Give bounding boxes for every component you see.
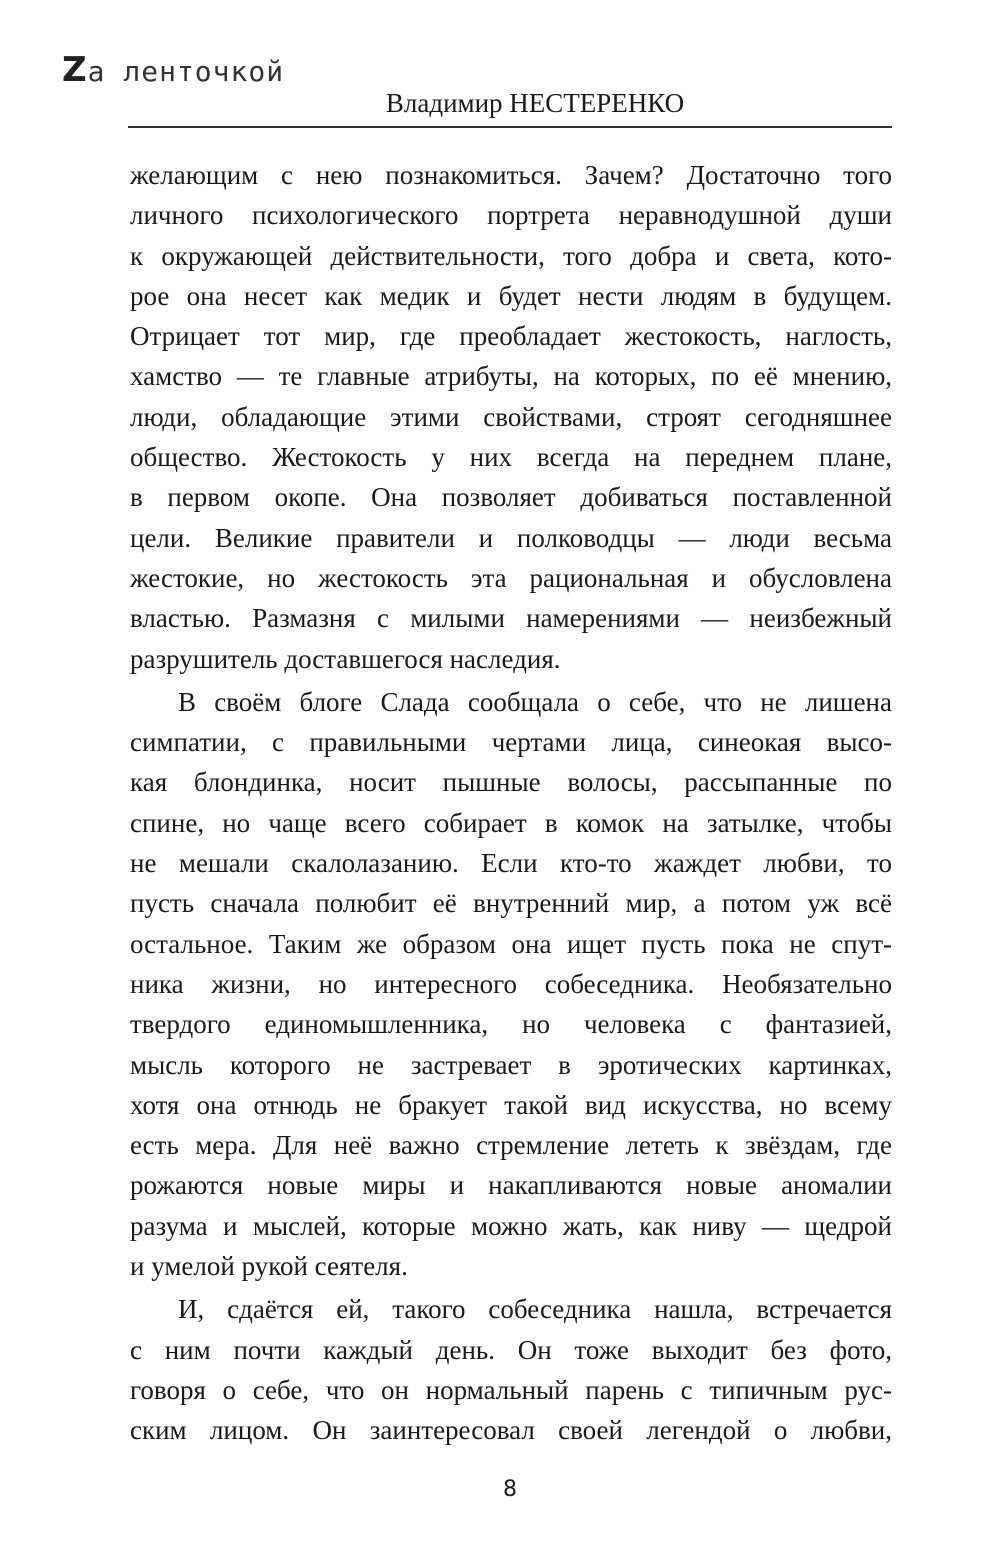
text-line: есть мера. Для неё важно стремление лететь к звёздам, где	[130, 1130, 892, 1161]
text-line: личного психологического портрета неравнодушной души	[130, 200, 892, 231]
text-line: Отрицает тот мир, где преобладает жестокость, наглость,	[130, 321, 892, 352]
text-line: цели. Великие правители и полководцы — люди весьма	[130, 522, 892, 553]
text-line: люди, обладающие этими свойствами, строят сегодняшнее	[130, 401, 892, 432]
text-line: ника жизни, но интересного собеседника. Необязательно	[130, 968, 892, 999]
paragraph	[130, 682, 892, 1286]
text-line: не мешали скалолазанию. Если кто-то жаждет любви, то	[130, 848, 892, 879]
series-title-initial: Z	[62, 50, 88, 90]
text-line: с ним почти каждый день. Он тоже выходит без фото,	[130, 1334, 892, 1365]
text-line: ским лицом. Он заинтересовал своей легендой о любви,	[130, 1415, 892, 1446]
body-text	[130, 155, 892, 1451]
text-line: кая блондинка, носит пышные волосы, рассыпанные по	[130, 767, 892, 798]
text-line: мысль которого не застревает в эротических картинках,	[130, 1049, 892, 1080]
text-line: пусть сначала полюбит её внутренний мир, а потом уж всё	[130, 888, 892, 919]
text-line: разрушитель доставшегося наследия.	[130, 643, 561, 674]
text-line: И, сдаётся ей, такого собеседника нашла, встречается	[178, 1294, 892, 1325]
text-line: хотя она отнюдь не бракует такой вид искусства, но всему	[130, 1089, 892, 1120]
text-line: остальное. Таким же образом она ищет пусть пока не спут-	[130, 928, 892, 959]
text-line: жестокие, но жестокость эта рациональная и обусловлена	[130, 562, 892, 593]
author-name: Владимир НЕСТЕРЕНКО	[385, 88, 685, 118]
header-divider	[128, 126, 892, 128]
text-line: твердого единомышленника, но человека с фантазией,	[130, 1009, 892, 1040]
text-line: рожаются новые миры и накапливаются новые аномалии	[130, 1170, 892, 1201]
series-title	[62, 50, 284, 90]
text-line: хамство — те главные атрибуты, на которых, по её мнению,	[130, 361, 892, 392]
text-line: желающим с нею познакомиться. Зачем? Достаточно того	[130, 160, 892, 190]
page-number: 8	[503, 1477, 517, 1502]
text-line: спине, но чаще всего собирает в комок на затылке, чтобы	[130, 807, 892, 838]
text-line: в первом окопе. Она позволяет добиваться поставленной	[130, 482, 892, 513]
paragraph	[130, 155, 892, 679]
text-line: рое она несет как медик и будет нести людям в будущем.	[130, 280, 892, 311]
text-line: В своём блоге Слада сообщала о себе, что не лишена	[178, 686, 892, 717]
text-line: и умелой рукой сеятеля.	[130, 1251, 408, 1282]
text-line: говоря о себе, что он нормальный парень с типичным рус-	[130, 1374, 892, 1405]
text-line: разума и мыслей, которые можно жать, как ниву — щедрой	[130, 1210, 892, 1241]
text-line: властью. Размазня с милыми намерениями — неизбежный	[130, 603, 892, 634]
series-title-rest: а ленточкой	[87, 55, 285, 88]
text-line: симпатии, с правильными чертами лица, синеокая высо-	[130, 727, 892, 758]
text-line: общество. Жестокость у них всегда на переднем плане,	[130, 442, 892, 473]
text-line: к окружающей действительности, того добра и света, кото-	[130, 240, 892, 271]
paragraph	[130, 1289, 892, 1450]
